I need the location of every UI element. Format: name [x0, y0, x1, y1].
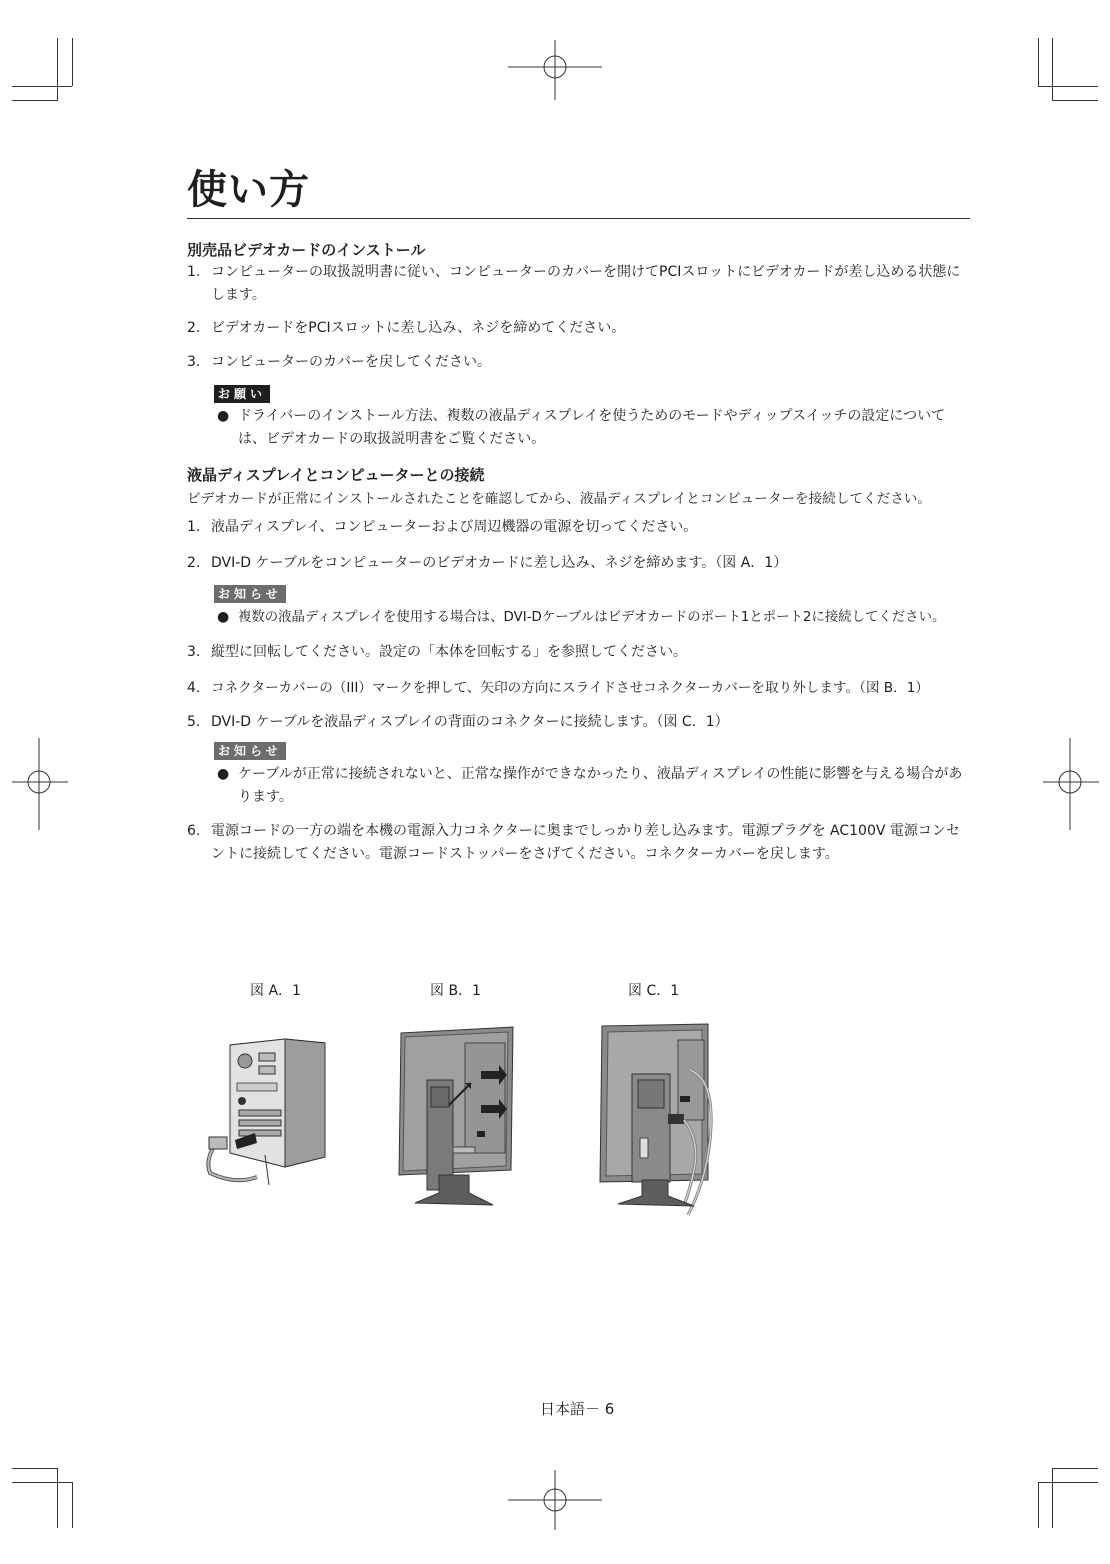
step-connection-4	[187, 677, 972, 700]
crop-mark-tr-h2	[1052, 100, 1098, 101]
note-text: ケーブルが正常に接続されないと、正常な操作ができなかったり、液晶ディスプレイの性能に影響を与える場合があります。	[238, 766, 963, 805]
step-text: DVI-D ケーブルを液晶ディスプレイの背面のコネクターに接続します。（図 C．1）	[211, 714, 729, 730]
figure-label-b1: 図 B．1	[430, 983, 481, 999]
step-number: 2.	[187, 320, 201, 336]
bullet: ●	[217, 766, 230, 782]
step-video-card-1	[187, 261, 972, 307]
step-connection-1	[187, 516, 972, 539]
note-request	[217, 405, 972, 451]
page-number: 日本語－ 6	[540, 1400, 615, 1418]
crop-mark-tr-v2	[1052, 38, 1053, 100]
registration-mark-left	[12, 738, 68, 830]
crop-mark-br-v	[1052, 1468, 1053, 1528]
step-number: 3.	[187, 644, 201, 660]
step-video-card-2	[187, 317, 972, 340]
step-text: 電源コードの一方の端を本機の電源入力コネクターに奥までしっかり差し込みます。電源プラグを AC100V 電源コンセントに接続してください。電源コードストッパーをさげてください。コネクターカバーを戻します。	[211, 823, 960, 862]
registration-mark-top	[508, 40, 602, 100]
step-number: 1.	[187, 264, 201, 280]
notice-2	[217, 763, 972, 809]
crop-mark-tl-h	[12, 86, 72, 87]
step-number: 1.	[187, 519, 201, 535]
figure-label-a1: 図 A．1	[250, 983, 301, 999]
crop-mark-tr-v	[1038, 38, 1039, 86]
step-connection-6	[187, 820, 972, 866]
step-text: 縦型に回転してください。設定の「本体を回転する」を参照してください。	[211, 644, 687, 660]
section-heading-connection: 液晶ディスプレイとコンピューターとの接続	[187, 466, 485, 484]
notice-badge-2: お知らせ	[214, 742, 286, 760]
crop-mark-tl-h2	[12, 100, 58, 101]
figure-c1-monitor-cables	[598, 1020, 723, 1220]
crop-mark-br-h	[1052, 1468, 1098, 1469]
step-number: 5.	[187, 714, 201, 730]
crop-mark-bl-v	[57, 1468, 58, 1528]
step-text: ビデオカードをPCIスロットに差し込み、ネジを締めてください。	[211, 320, 626, 336]
note-text: 複数の液晶ディスプレイを使用する場合は、DVI-Dケーブルはビデオカードのポート1とポート2に接続してください。	[238, 610, 946, 625]
step-number: 2.	[187, 555, 201, 571]
step-video-card-3	[187, 351, 972, 374]
notice-badge-1: お知らせ	[214, 585, 286, 603]
step-number: 3.	[187, 354, 201, 370]
notice-1	[217, 606, 972, 629]
title-rule	[187, 218, 970, 219]
registration-mark-right	[1043, 738, 1099, 830]
crop-mark-tr-h	[1038, 86, 1098, 87]
crop-mark-bl-h	[12, 1468, 58, 1469]
crop-mark-bl-v2	[72, 1482, 73, 1528]
crop-mark-br-h2	[1038, 1482, 1098, 1483]
crop-mark-tl-v	[57, 38, 58, 100]
note-badge-request: お願い	[214, 385, 270, 403]
step-text: DVI-D ケーブルをコンピューターのビデオカードに差し込み、ネジを締めます。（図 A．1）	[211, 555, 788, 571]
crop-mark-tl-v2	[72, 38, 73, 86]
step-number: 4.	[187, 680, 201, 696]
crop-mark-bl-h2	[12, 1482, 72, 1483]
connection-intro: ビデオカードが正常にインストールされたことを確認してから、液晶ディスプレイとコンピューターを接続してください。	[187, 491, 931, 507]
bullet: ●	[217, 609, 230, 625]
step-text: 液晶ディスプレイ、コンピューターおよび周辺機器の電源を切ってください。	[211, 519, 698, 535]
step-number: 6.	[187, 823, 201, 839]
crop-mark-br-v2	[1038, 1482, 1039, 1528]
step-text: コネクターカバーの（III）マークを押して、矢印の方向にスライドさせコネクターカバーを取り外します。（図 B．1）	[211, 680, 929, 696]
step-connection-2	[187, 552, 972, 575]
figure-a1-computer-tower	[195, 1035, 335, 1195]
step-text: コンピューターのカバーを戻してください。	[211, 354, 491, 370]
figure-b1-monitor-back	[395, 1025, 520, 1210]
bullet: ●	[217, 408, 230, 424]
page-title: 使い方	[187, 167, 310, 213]
section-heading-video-card: 別売品ビデオカードのインストール	[187, 241, 426, 259]
step-text: コンピューターの取扱説明書に従い、コンピューターのカバーを開けてPCIスロットにビデオカードが差し込める状態にします。	[211, 264, 961, 303]
figure-label-c1: 図 C．1	[628, 983, 680, 999]
registration-mark-bottom	[508, 1470, 602, 1530]
step-connection-3	[187, 641, 972, 664]
note-text: ドライバーのインストール方法、複数の液晶ディスプレイを使うためのモードやディップスイッチの設定については、ビデオカードの取扱説明書をご覧ください。	[238, 408, 946, 447]
step-connection-5	[187, 711, 972, 734]
